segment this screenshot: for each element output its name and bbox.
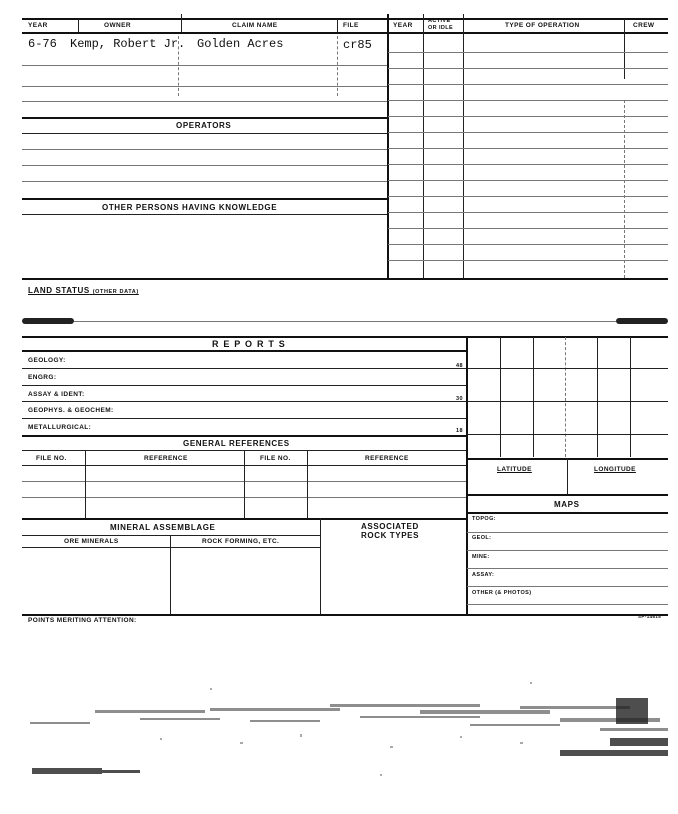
divider	[307, 450, 308, 518]
scan-smudge	[616, 318, 668, 324]
grid-line	[500, 337, 501, 457]
row-line	[388, 196, 668, 197]
rock-forming-heading: ROCK FORMING, ETC.	[202, 538, 280, 545]
divider	[178, 36, 179, 96]
header-active: ACTIVE	[428, 18, 451, 24]
mineral-assemblage-top-rule	[22, 518, 466, 520]
maps-topog: TOPOG:	[472, 516, 496, 522]
row-line	[22, 165, 387, 166]
scan-smudge	[22, 318, 74, 324]
row-line	[388, 148, 668, 149]
row-line	[22, 149, 387, 150]
header-crew: CREW	[633, 22, 655, 29]
other-persons-heading: OTHER PERSONS HAVING KNOWLEDGE	[102, 203, 278, 212]
year-column-divider	[387, 14, 389, 278]
row-line	[22, 181, 387, 182]
divider	[423, 14, 424, 278]
general-references-heading: GENERAL REFERENCES	[183, 439, 290, 448]
row-line	[388, 180, 668, 181]
row-line	[22, 101, 387, 102]
divider	[78, 19, 79, 32]
row-line	[22, 401, 466, 402]
ore-minerals-heading: ORE MINERALS	[64, 538, 119, 545]
reports-right-divider	[466, 337, 468, 614]
grid-line	[467, 401, 668, 402]
row-line	[388, 212, 668, 213]
report-assay-label: ASSAY & IDENT:	[28, 391, 85, 398]
row-line	[388, 260, 668, 261]
gr-col-reference-2: REFERENCE	[365, 455, 409, 462]
longitude-label: LONGITUDE	[594, 466, 636, 473]
maps-assay: ASSAY:	[472, 572, 495, 578]
grid-line	[597, 337, 598, 457]
report-engrg-label: ENGRG:	[28, 374, 57, 381]
row-line	[388, 244, 668, 245]
grid-line	[467, 368, 668, 369]
gr-col-file-no-2: FILE NO.	[260, 455, 291, 462]
associated-heading-1: ASSOCIATED	[361, 522, 419, 531]
other-persons-top-rule	[22, 198, 387, 200]
entry-file: cr85	[343, 38, 372, 52]
gr-col-file-no-1: FILE NO.	[36, 455, 67, 462]
land-status-sub: (OTHER DATA)	[92, 289, 139, 295]
upper-section-bottom-rule	[22, 278, 668, 280]
row-line	[388, 132, 668, 133]
divider	[244, 450, 245, 518]
report-geophys-label: GEOPHYS. & GEOCHEM:	[28, 407, 114, 414]
form-number: SP-14615	[638, 614, 662, 619]
scan-noise	[0, 680, 678, 790]
row-line	[388, 52, 668, 53]
header-file: FILE	[343, 22, 359, 29]
reports-heading: R E P O R T S	[212, 339, 286, 349]
row-line	[22, 385, 466, 386]
grid-line	[630, 337, 631, 457]
divider	[624, 19, 625, 79]
mineral-assemblage-heading: MINERAL ASSEMBLAGE	[110, 523, 216, 532]
report-assay-code: 30	[456, 396, 463, 402]
report-geology-code: 48	[456, 363, 463, 369]
top-rule	[22, 18, 668, 20]
row-line	[22, 65, 387, 66]
row-line	[388, 100, 668, 101]
row-line	[22, 547, 320, 548]
associated-heading-2: ROCK TYPES	[361, 531, 420, 540]
row-line	[388, 164, 668, 165]
row-line	[467, 586, 668, 587]
row-line	[388, 68, 668, 69]
divider	[337, 19, 338, 32]
row-line	[22, 418, 466, 419]
land-status-label: LAND STATUS	[28, 286, 90, 295]
divider	[181, 14, 182, 32]
footer-rule	[22, 614, 668, 616]
divider	[320, 518, 321, 614]
row-line	[388, 84, 668, 85]
maps-other: OTHER (& PHOTOS)	[472, 590, 532, 596]
general-references-top-rule	[22, 435, 466, 437]
divider	[85, 450, 86, 518]
divider	[624, 100, 625, 278]
header-claim-name: CLAIM NAME	[232, 22, 278, 29]
row-line	[22, 535, 320, 536]
divider	[567, 458, 568, 494]
row-line	[74, 321, 616, 322]
gr-col-reference-1: REFERENCE	[144, 455, 188, 462]
entry-owner: Kemp, Robert Jr.	[70, 37, 186, 51]
latitude-label: LATITUDE	[497, 466, 532, 473]
maps-mine: MINE:	[472, 554, 490, 560]
header-year: YEAR	[28, 22, 48, 29]
entry-year: 6-76	[28, 37, 57, 51]
report-geology-label: GEOLOGY:	[28, 357, 66, 364]
maps-top-rule	[467, 494, 668, 496]
report-metallurgical-code: 18	[456, 428, 463, 434]
row-line	[388, 228, 668, 229]
divider	[463, 14, 464, 278]
maps-heading: MAPS	[554, 500, 580, 509]
reports-top-rule	[22, 336, 668, 338]
report-metallurgical-label: METALLURGICAL:	[28, 424, 92, 431]
operators-top-rule	[22, 117, 387, 119]
operators-heading: OPERATORS	[176, 121, 232, 130]
divider	[337, 36, 338, 96]
maps-geol: GEOL:	[472, 535, 492, 541]
row-line	[22, 86, 387, 87]
operators-rule	[22, 133, 387, 134]
row-line	[467, 604, 668, 605]
points-meriting-attention: POINTS MERITING ATTENTION:	[28, 617, 137, 624]
entry-claim-name: Golden Acres	[197, 37, 284, 51]
row-line	[22, 368, 466, 369]
row-line	[388, 116, 668, 117]
maps-rule	[467, 512, 668, 514]
grid-line	[467, 434, 668, 435]
header-year-2: YEAR	[393, 22, 413, 29]
divider	[170, 535, 171, 614]
header-type-of-operation: TYPE OF OPERATION	[505, 22, 580, 29]
header-bottom-rule	[22, 32, 668, 34]
row-line	[467, 550, 668, 551]
header-owner: OWNER	[104, 22, 131, 29]
other-persons-rule	[22, 214, 387, 215]
grid-line	[533, 337, 534, 457]
land-status-heading	[28, 286, 139, 295]
row-line	[467, 532, 668, 533]
grid-line	[565, 337, 566, 457]
header-or-idle: OR IDLE	[428, 25, 454, 31]
row-line	[467, 568, 668, 569]
reports-rule	[22, 350, 466, 352]
